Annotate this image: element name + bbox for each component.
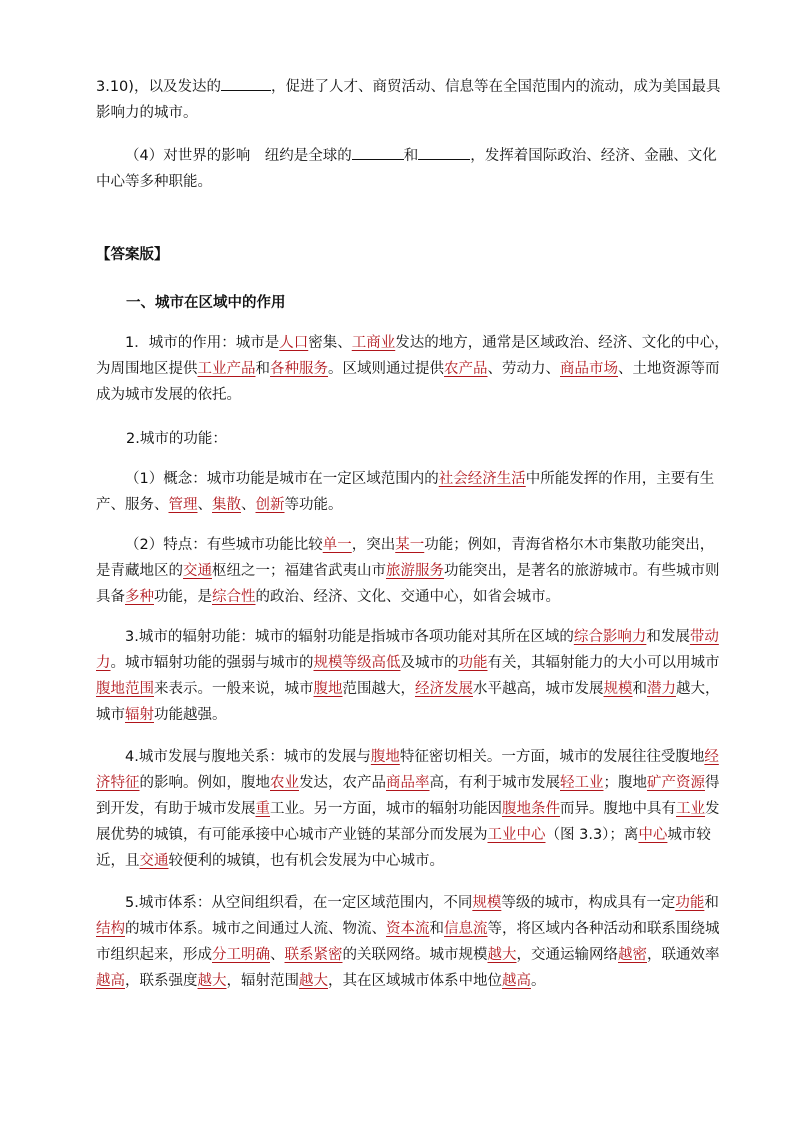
- text-run: （4）对世界的影响 纽约是全球的: [125, 148, 352, 164]
- text-run: 到开发，有助于城市发展: [96, 801, 256, 817]
- text-run: 而异。腹地中具有: [560, 801, 676, 817]
- answer-term: 轻工业: [560, 775, 604, 791]
- answer-term: 工商业: [351, 335, 396, 351]
- text-run: 、土地资源等而: [618, 361, 720, 377]
- text-run: 越大，: [676, 681, 720, 697]
- answer-term: 集散: [212, 497, 241, 513]
- text-run: 枢纽之一；福建省武夷山市: [212, 563, 386, 579]
- text-run: 和: [632, 681, 647, 697]
- answer-term: 综合性: [212, 589, 256, 605]
- answer-term: 济特征: [96, 775, 140, 791]
- text-run: 是青藏地区的: [96, 563, 183, 579]
- text-run: 。区域则通过提供: [328, 361, 444, 377]
- text-run: 城市较: [667, 827, 711, 843]
- answer-term: 资本流: [386, 921, 430, 937]
- text-run: 、: [241, 497, 256, 513]
- answer-term: 人口: [279, 335, 309, 351]
- answer-term: 社会经济生活: [438, 471, 526, 487]
- paragraph-city-role: [96, 330, 729, 408]
- answer-term: 越高: [502, 973, 531, 989]
- text-run: 3.10)，以及发达的: [96, 79, 221, 95]
- text-run: 和: [704, 895, 719, 911]
- answer-term: 工业中心: [487, 827, 546, 843]
- answer-term: 交通: [139, 853, 169, 869]
- text-run: 特征密切相关。一方面，城市的发展往往受腹地: [399, 749, 705, 765]
- text-run: 城市: [96, 707, 125, 723]
- text-run: 4.城市发展与腹地关系：城市的发展与: [125, 749, 371, 765]
- answer-term: 规模等级高低: [313, 655, 401, 671]
- answer-term: 重: [255, 801, 270, 817]
- text-run: 具备: [96, 589, 125, 605]
- fill-blank[interactable]: [352, 145, 404, 160]
- answer-term: 结构: [96, 921, 125, 937]
- fill-blank[interactable]: [221, 76, 271, 91]
- text-run: ，突出: [351, 537, 396, 553]
- answer-term: 信息流: [444, 921, 488, 937]
- text-run: 的政治、经济、文化、交通中心，如省会城市。: [255, 589, 560, 605]
- text-run: ，其在区域城市体系中地位: [328, 973, 502, 989]
- text-run: 。城市辐射功能的强弱与城市的: [110, 655, 314, 671]
- fill-blank[interactable]: [418, 145, 470, 160]
- text-run: 5.城市体系：从空间组织看，在一定区域范围内，不同: [125, 895, 473, 911]
- text-run: （1）概念：城市功能是城市在一定区域范围内的: [125, 471, 439, 487]
- text-run: 水平越高，城市发展: [473, 681, 604, 697]
- text-run: 得: [705, 775, 720, 791]
- answer-term: 经济发展: [415, 681, 473, 697]
- text-run: 产、服务、: [96, 497, 169, 513]
- text-run: 及城市的: [400, 655, 459, 671]
- paragraph-city-function-title: 2.城市的功能：: [126, 431, 227, 447]
- text-run: 展优势的城镇，有可能承接中心城市产业链的某部分而发展为: [96, 827, 488, 843]
- answer-term: 工业: [676, 801, 705, 817]
- section-title: 一、城市在区域中的作用: [126, 295, 286, 311]
- answer-term: 某一: [395, 537, 425, 553]
- text-run: 等级的城市，构成具有一定: [501, 895, 676, 911]
- text-run: 发: [705, 801, 720, 817]
- text-run: 和: [403, 148, 419, 164]
- text-run: 、: [197, 497, 212, 513]
- text-run: 的影响。例如，腹地: [139, 775, 270, 791]
- text-run: 1．城市的作用：城市是: [125, 335, 280, 351]
- paragraph-influence-continued: [96, 74, 721, 126]
- text-run: 较便利的城镇，也有机会发展为中心城市。: [168, 853, 444, 869]
- text-run: 等，将区域内各种活动和联系围绕城: [487, 921, 720, 937]
- text-run: 高，有利于城市发展: [429, 775, 560, 791]
- answer-term: 辐射: [125, 707, 154, 723]
- text-run: 来表示。一般来说，城市: [154, 681, 314, 697]
- text-run: ，联系强度: [125, 973, 198, 989]
- answer-term: 规模: [603, 681, 633, 697]
- answer-term: 功能: [458, 655, 488, 671]
- text-run: ；腹地: [603, 775, 647, 791]
- paragraph-city-system: [96, 890, 720, 994]
- answer-term: 联系紧密: [284, 947, 343, 963]
- answer-term: 功能: [675, 895, 705, 911]
- text-run: 市组织起来，形成: [96, 947, 212, 963]
- answer-term: 综合影响力: [573, 629, 647, 645]
- answer-term: 腹地条件: [502, 801, 560, 817]
- text-run: 等功能。: [284, 497, 343, 513]
- text-run: 发达，农产品: [299, 775, 386, 791]
- answer-term: 各种服务: [270, 361, 328, 377]
- answer-term: 农产品: [444, 361, 488, 377]
- paragraph-function-features: [96, 532, 720, 610]
- text-run: 和发展: [646, 629, 690, 645]
- paragraph-function-concept: [96, 466, 715, 518]
- text-run: （2）特点：有些城市功能比较: [125, 537, 323, 553]
- answer-term: 商品市场: [560, 361, 618, 377]
- answer-term: 越高: [96, 973, 125, 989]
- answer-version-header: 【答案版】: [96, 247, 169, 263]
- text-run: ，交通运输网络: [516, 947, 618, 963]
- answer-term: 越大: [197, 973, 227, 989]
- answer-term: 越大: [487, 947, 517, 963]
- text-run: 和: [429, 921, 444, 937]
- text-run: ，促进了人才、商贸活动、信息等在全国范围内的流动，成为美国最具: [270, 79, 721, 95]
- text-run: 中所能发挥的作用，主要有生: [525, 471, 715, 487]
- answer-term: 越大: [299, 973, 328, 989]
- answer-term: 矿产资源: [647, 775, 705, 791]
- text-run: 为周围地区提供: [96, 361, 198, 377]
- text-run: 功能突出，是著名的旅游城市。有些城市则: [444, 563, 720, 579]
- answer-term: 旅游服务: [386, 563, 444, 579]
- text-run: 范围越大，: [342, 681, 415, 697]
- answer-term: 分工明确: [212, 947, 270, 963]
- answer-term: 腹地范围: [96, 681, 154, 697]
- paragraph-city-hinterland: [96, 744, 720, 874]
- text-run: 功能，是: [154, 589, 212, 605]
- answer-term: 交通: [183, 563, 212, 579]
- answer-term: 创新: [255, 497, 285, 513]
- text-run: 功能；例如，青海省格尔木市集散功能突出，: [424, 537, 715, 553]
- answer-term: 越密: [618, 947, 647, 963]
- text-run: 和: [255, 361, 270, 377]
- paragraph-radiation-function: [96, 624, 720, 728]
- text-run: 密集、: [308, 335, 352, 351]
- answer-term: 带动: [689, 629, 719, 645]
- answer-term: 力: [96, 655, 111, 671]
- text-run: 有关，其辐射能力的大小可以用城市: [487, 655, 720, 671]
- answer-term: 腹地: [370, 749, 400, 765]
- text-run: ，发挥着国际政治、经济、金融、文化: [470, 148, 717, 164]
- answer-term: 中心: [638, 827, 668, 843]
- answer-term: 潜力: [647, 681, 676, 697]
- text-run: 近，且: [96, 853, 140, 869]
- text-run: 影响力的城市。: [96, 105, 198, 121]
- text-run: 的城市体系。城市之间通过人流、物流、: [125, 921, 386, 937]
- answer-term: 经: [704, 749, 719, 765]
- text-run: 功能越强。: [154, 707, 227, 723]
- text-run: 、劳动力、: [487, 361, 560, 377]
- text-run: （图 3.3）；离: [545, 827, 639, 843]
- answer-term: 管理: [168, 497, 198, 513]
- answer-term: 工业产品: [197, 361, 256, 377]
- text-run: 3.城市的辐射功能：城市的辐射功能是指城市各项功能对其所在区域的: [125, 629, 574, 645]
- paragraph-world-influence: [96, 143, 717, 195]
- answer-term: 腹地: [313, 681, 343, 697]
- text-run: 发达的地方，通常是区域政治、经济、文化的中心，: [395, 335, 729, 351]
- text-run: ，辐射范围: [226, 973, 299, 989]
- text-run: 工业。另一方面，城市的辐射功能因: [270, 801, 502, 817]
- answer-term: 商品率: [386, 775, 430, 791]
- text-run: 中心等多种职能。: [96, 174, 212, 190]
- text-run: 、: [270, 947, 285, 963]
- text-run: 的关联网络。城市规模: [342, 947, 488, 963]
- answer-term: 农业: [270, 775, 299, 791]
- text-run: 成为城市发展的依托。: [96, 387, 241, 403]
- answer-term: 多种: [125, 589, 154, 605]
- answer-term: 规模: [472, 895, 502, 911]
- text-run: 。: [531, 973, 546, 989]
- text-run: ，联通效率: [647, 947, 720, 963]
- answer-term: 单一: [322, 537, 352, 553]
